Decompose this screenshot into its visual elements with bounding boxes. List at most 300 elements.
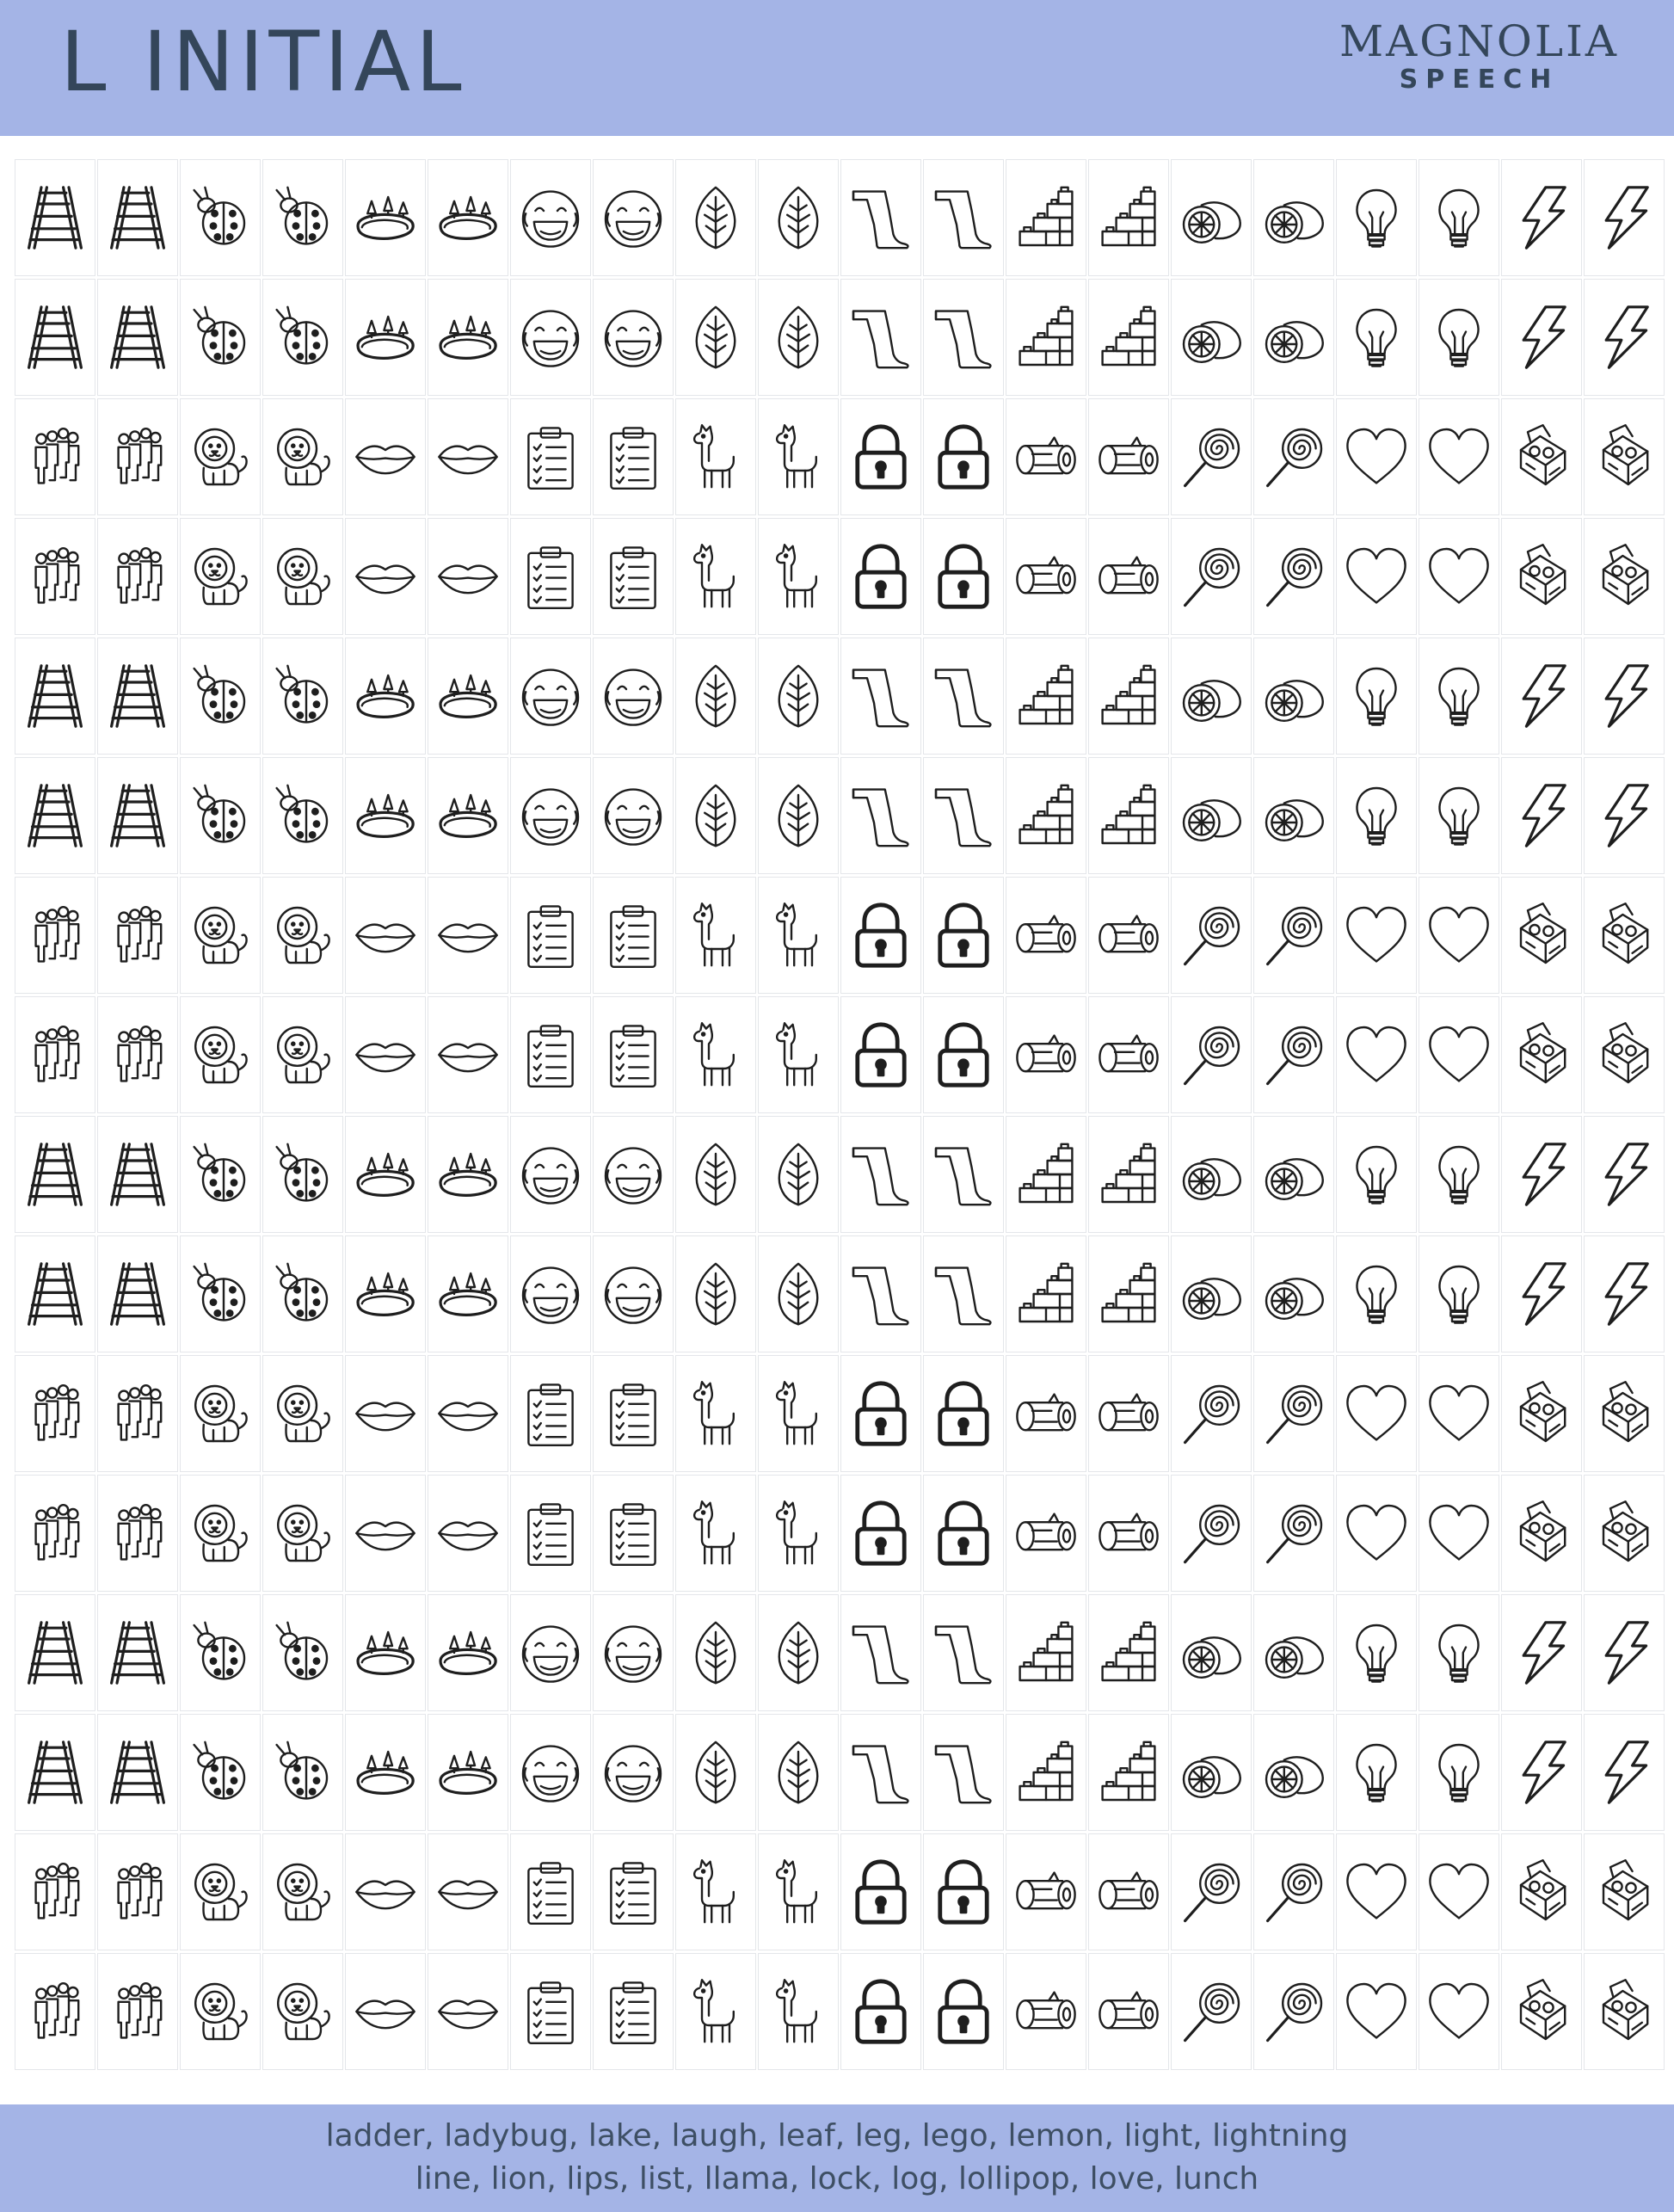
sticker-cell — [428, 997, 508, 1112]
page-title: L INITIAL — [60, 14, 467, 110]
sticker-cell — [759, 758, 838, 873]
lemon-icon — [1259, 662, 1328, 730]
laugh-icon — [516, 303, 585, 372]
sticker-cell — [1337, 399, 1416, 514]
sticker-cell — [1089, 997, 1168, 1112]
sticker-cell — [594, 1954, 673, 2069]
lemon-icon — [1177, 1140, 1246, 1209]
lightning-icon — [1507, 1260, 1576, 1328]
sticker-cell — [263, 399, 342, 514]
light-bulb-icon — [1342, 183, 1411, 252]
lake-icon — [351, 303, 420, 372]
lock-icon — [929, 1499, 998, 1568]
sticker-cell — [263, 1117, 342, 1232]
ladybug-icon — [268, 781, 337, 850]
llama-icon — [764, 1858, 833, 1926]
sticker-cell — [1172, 638, 1251, 754]
sticker-cell — [263, 638, 342, 754]
lock-icon — [929, 1858, 998, 1926]
sticker-cell — [1006, 1954, 1086, 2069]
sticker-cell — [841, 1715, 920, 1830]
sticker-cell — [1089, 519, 1168, 634]
laugh-icon — [599, 1140, 668, 1209]
sticker-cell — [1254, 1236, 1333, 1352]
lunch-box-icon — [1507, 901, 1576, 970]
sticker-cell — [1172, 1715, 1251, 1830]
sticker-cell — [181, 399, 260, 514]
sticker-cell — [181, 1954, 260, 2069]
love-heart-icon — [1342, 1020, 1411, 1089]
sticker-cell — [1172, 997, 1251, 1112]
light-bulb-icon — [1342, 1260, 1411, 1328]
sticker-cell — [1337, 1715, 1416, 1830]
love-heart-icon — [1342, 1977, 1411, 2046]
lego-icon — [1012, 662, 1080, 730]
laugh-icon — [516, 183, 585, 252]
laugh-icon — [599, 662, 668, 730]
sticker-cell — [98, 160, 177, 275]
sticker-cell — [263, 160, 342, 275]
list-icon — [599, 1858, 668, 1926]
love-heart-icon — [1342, 542, 1411, 611]
love-heart-icon — [1342, 901, 1411, 970]
sticker-cell — [924, 1595, 1003, 1710]
sticker-cell — [841, 519, 920, 634]
light-bulb-icon — [1425, 1738, 1493, 1807]
sticker-cell — [1254, 280, 1333, 395]
love-heart-icon — [1342, 1379, 1411, 1448]
leg-icon — [929, 303, 998, 372]
llama-icon — [681, 542, 750, 611]
ladder-icon — [21, 1618, 89, 1687]
sticker-cell — [1006, 1356, 1086, 1471]
light-bulb-icon — [1425, 662, 1493, 730]
sticker-cell — [1254, 1954, 1333, 2069]
sticker-cell — [1006, 878, 1086, 993]
sticker-cell — [1006, 1476, 1086, 1591]
sticker-cell — [1502, 280, 1581, 395]
sticker-cell — [676, 1954, 755, 2069]
sticker-cell — [263, 758, 342, 873]
lightning-icon — [1590, 662, 1659, 730]
sticker-cell — [428, 1595, 508, 1710]
sticker-cell — [511, 1236, 590, 1352]
log-icon — [1012, 901, 1080, 970]
sticker-cell — [98, 1834, 177, 1950]
lightning-icon — [1507, 183, 1576, 252]
lake-icon — [434, 1618, 502, 1687]
sticker-cell — [98, 1356, 177, 1471]
sticker-cell — [15, 1476, 95, 1591]
leaf-icon — [764, 662, 833, 730]
sticker-cell — [346, 160, 425, 275]
sticker-cell — [676, 878, 755, 993]
sticker-cell — [263, 1236, 342, 1352]
light-bulb-icon — [1425, 183, 1493, 252]
sticker-cell — [1089, 1236, 1168, 1352]
sticker-cell — [1502, 1476, 1581, 1591]
light-bulb-icon — [1425, 1618, 1493, 1687]
lego-icon — [1012, 303, 1080, 372]
light-bulb-icon — [1425, 781, 1493, 850]
sticker-cell — [924, 878, 1003, 993]
sticker-cell — [594, 1595, 673, 1710]
sticker-cell — [1089, 1476, 1168, 1591]
sticker-cell — [1172, 1236, 1251, 1352]
love-heart-icon — [1342, 1499, 1411, 1568]
lake-icon — [434, 183, 502, 252]
llama-icon — [764, 542, 833, 611]
leaf-icon — [681, 1140, 750, 1209]
ladder-icon — [103, 1260, 172, 1328]
lunch-box-icon — [1590, 1020, 1659, 1089]
sticker-cell — [759, 878, 838, 993]
lightning-icon — [1507, 1738, 1576, 1807]
sticker-cell — [428, 1476, 508, 1591]
sticker-cell — [1254, 1834, 1333, 1950]
sticker-cell — [346, 1715, 425, 1830]
sticker-cell — [841, 399, 920, 514]
sticker-cell — [759, 519, 838, 634]
list-icon — [516, 1499, 585, 1568]
log-icon — [1012, 1020, 1080, 1089]
lego-icon — [1094, 183, 1163, 252]
sticker-cell — [181, 1356, 260, 1471]
list-icon — [599, 542, 668, 611]
sticker-cell — [1006, 1715, 1086, 1830]
lips-icon — [434, 1020, 502, 1089]
lollipop-icon — [1177, 542, 1246, 611]
love-heart-icon — [1425, 422, 1493, 491]
sticker-cell — [1585, 280, 1664, 395]
sticker-cell — [1172, 1356, 1251, 1471]
lips-icon — [434, 1858, 502, 1926]
list-icon — [516, 542, 585, 611]
sticker-cell — [98, 1236, 177, 1352]
sticker-cell — [98, 1954, 177, 2069]
leaf-icon — [681, 303, 750, 372]
sticker-cell — [15, 1954, 95, 2069]
lego-icon — [1012, 1738, 1080, 1807]
sticker-cell — [594, 1236, 673, 1352]
lion-icon — [186, 1499, 255, 1568]
llama-icon — [681, 1858, 750, 1926]
sticker-cell — [181, 160, 260, 275]
sticker-cell — [1254, 1356, 1333, 1471]
sticker-cell — [759, 1954, 838, 2069]
sticker-cell — [1419, 1356, 1499, 1471]
lollipop-icon — [1177, 901, 1246, 970]
sticker-cell — [1172, 160, 1251, 275]
sticker-cell — [346, 519, 425, 634]
sticker-cell — [594, 1476, 673, 1591]
sticker-cell — [1254, 1476, 1333, 1591]
sticker-cell — [511, 280, 590, 395]
leaf-icon — [681, 1260, 750, 1328]
lollipop-icon — [1177, 1020, 1246, 1089]
sticker-cell — [1172, 758, 1251, 873]
sticker-cell — [594, 399, 673, 514]
sticker-cell — [263, 878, 342, 993]
sticker-cell — [1502, 1356, 1581, 1471]
sticker-cell — [1585, 1476, 1664, 1591]
sticker-cell — [428, 1356, 508, 1471]
lips-icon — [351, 901, 420, 970]
sticker-cell — [759, 280, 838, 395]
sticker-cell — [15, 878, 95, 993]
sticker-cell — [1172, 519, 1251, 634]
sticker-cell — [98, 1715, 177, 1830]
sticker-cell — [181, 997, 260, 1112]
llama-icon — [764, 1499, 833, 1568]
sticker-cell — [98, 1117, 177, 1232]
sticker-cell — [1419, 758, 1499, 873]
sticker-cell — [1337, 997, 1416, 1112]
sticker-cell — [841, 1117, 920, 1232]
lion-icon — [268, 1020, 337, 1089]
sticker-cell — [1254, 638, 1333, 754]
lock-icon — [929, 1020, 998, 1089]
ladder-icon — [21, 1140, 89, 1209]
lake-icon — [351, 662, 420, 730]
leg-icon — [846, 1738, 915, 1807]
lemon-icon — [1259, 1260, 1328, 1328]
sticker-cell — [428, 638, 508, 754]
sticker-cell — [15, 1117, 95, 1232]
sticker-cell — [759, 1834, 838, 1950]
sticker-cell — [841, 758, 920, 873]
sticker-cell — [594, 1117, 673, 1232]
sticker-cell — [841, 280, 920, 395]
sticker-cell — [98, 997, 177, 1112]
lemon-icon — [1177, 1738, 1246, 1807]
sticker-cell — [428, 1834, 508, 1950]
line-of-people-icon — [21, 542, 89, 611]
lightning-icon — [1507, 662, 1576, 730]
leaf-icon — [681, 183, 750, 252]
sticker-cell — [1254, 519, 1333, 634]
lollipop-icon — [1259, 542, 1328, 611]
sticker-cell — [676, 160, 755, 275]
sticker-cell — [263, 280, 342, 395]
sticker-cell — [1419, 1476, 1499, 1591]
log-icon — [1094, 542, 1163, 611]
leaf-icon — [764, 1618, 833, 1687]
sticker-cell — [1006, 1834, 1086, 1950]
lunch-box-icon — [1590, 1379, 1659, 1448]
light-bulb-icon — [1342, 781, 1411, 850]
llama-icon — [681, 1977, 750, 2046]
sticker-cell — [346, 1595, 425, 1710]
lion-icon — [268, 422, 337, 491]
word-list — [0, 2115, 1674, 2201]
love-heart-icon — [1342, 1858, 1411, 1926]
light-bulb-icon — [1342, 1618, 1411, 1687]
leg-icon — [846, 183, 915, 252]
sticker-cell — [759, 1715, 838, 1830]
ladybug-icon — [268, 1738, 337, 1807]
log-icon — [1094, 1020, 1163, 1089]
sticker-cell — [1585, 638, 1664, 754]
sticker-cell — [15, 997, 95, 1112]
light-bulb-icon — [1342, 1140, 1411, 1209]
sticker-cell — [676, 997, 755, 1112]
laugh-icon — [516, 1140, 585, 1209]
sticker-cell — [1502, 519, 1581, 634]
sticker-cell — [15, 1595, 95, 1710]
ladder-icon — [21, 781, 89, 850]
sticker-cell — [181, 1236, 260, 1352]
sticker-cell — [1006, 1117, 1086, 1232]
lego-icon — [1012, 1140, 1080, 1209]
sticker-cell — [676, 1117, 755, 1232]
leaf-icon — [681, 1618, 750, 1687]
sticker-cell — [181, 1117, 260, 1232]
sticker-cell — [1585, 997, 1664, 1112]
sticker-cell — [924, 1476, 1003, 1591]
leaf-icon — [764, 1260, 833, 1328]
sticker-cell — [1006, 1595, 1086, 1710]
lollipop-icon — [1259, 1379, 1328, 1448]
ladybug-icon — [186, 1140, 255, 1209]
lego-icon — [1012, 1260, 1080, 1328]
lunch-box-icon — [1590, 1858, 1659, 1926]
leg-icon — [846, 781, 915, 850]
lake-icon — [434, 1738, 502, 1807]
light-bulb-icon — [1342, 303, 1411, 372]
lego-icon — [1094, 1260, 1163, 1328]
lock-icon — [846, 1977, 915, 2046]
laugh-icon — [516, 662, 585, 730]
llama-icon — [681, 1499, 750, 1568]
love-heart-icon — [1425, 1858, 1493, 1926]
sticker-cell — [1502, 1834, 1581, 1950]
sticker-cell — [676, 758, 755, 873]
sticker-cell — [346, 878, 425, 993]
laugh-icon — [599, 303, 668, 372]
list-icon — [516, 1020, 585, 1089]
llama-icon — [764, 1379, 833, 1448]
line-of-people-icon — [103, 422, 172, 491]
sticker-cell — [924, 1954, 1003, 2069]
sticker-cell — [1585, 160, 1664, 275]
sticker-cell — [346, 1236, 425, 1352]
sticker-cell — [511, 160, 590, 275]
sticker-cell — [1337, 1595, 1416, 1710]
lightning-icon — [1507, 1618, 1576, 1687]
sticker-cell — [841, 638, 920, 754]
lake-icon — [434, 662, 502, 730]
lake-icon — [434, 781, 502, 850]
sticker-cell — [1254, 1117, 1333, 1232]
lips-icon — [434, 1379, 502, 1448]
sticker-cell — [1419, 1595, 1499, 1710]
llama-icon — [681, 1020, 750, 1089]
sticker-cell — [1254, 878, 1333, 993]
sticker-cell — [594, 1715, 673, 1830]
leg-icon — [929, 781, 998, 850]
list-icon — [599, 1977, 668, 2046]
love-heart-icon — [1425, 1499, 1493, 1568]
lion-icon — [268, 1858, 337, 1926]
ladybug-icon — [186, 303, 255, 372]
log-icon — [1012, 422, 1080, 491]
lemon-icon — [1177, 662, 1246, 730]
lightning-icon — [1507, 1140, 1576, 1209]
sticker-cell — [1006, 160, 1086, 275]
sticker-cell — [346, 1834, 425, 1950]
sticker-cell — [1089, 878, 1168, 993]
sticker-cell — [759, 399, 838, 514]
sticker-cell — [15, 160, 95, 275]
leaf-icon — [764, 1738, 833, 1807]
sticker-cell — [263, 997, 342, 1112]
lion-icon — [186, 1020, 255, 1089]
llama-icon — [764, 422, 833, 491]
sticker-cell — [1089, 758, 1168, 873]
line-of-people-icon — [21, 422, 89, 491]
sticker-cell — [1337, 519, 1416, 634]
lips-icon — [351, 1977, 420, 2046]
line-of-people-icon — [103, 1020, 172, 1089]
sticker-cell — [1337, 1356, 1416, 1471]
lock-icon — [846, 1020, 915, 1089]
lock-icon — [846, 542, 915, 611]
sticker-cell — [1337, 160, 1416, 275]
lion-icon — [186, 542, 255, 611]
line-of-people-icon — [103, 1379, 172, 1448]
lion-icon — [268, 1379, 337, 1448]
laugh-icon — [516, 1738, 585, 1807]
sticker-cell — [15, 1834, 95, 1950]
sticker-cell — [98, 878, 177, 993]
sticker-cell — [1502, 1236, 1581, 1352]
sticker-cell — [924, 519, 1003, 634]
sticker-cell — [428, 280, 508, 395]
log-icon — [1094, 1499, 1163, 1568]
ladybug-icon — [186, 1738, 255, 1807]
sticker-cell — [511, 1117, 590, 1232]
lightning-icon — [1590, 183, 1659, 252]
ladder-icon — [103, 1618, 172, 1687]
lightning-icon — [1590, 781, 1659, 850]
list-icon — [599, 1379, 668, 1448]
sticker-cell — [15, 399, 95, 514]
lion-icon — [268, 542, 337, 611]
sticker-cell — [1337, 638, 1416, 754]
sticker-cell — [1089, 399, 1168, 514]
sticker-cell — [1585, 1356, 1664, 1471]
list-icon — [516, 1977, 585, 2046]
lips-icon — [351, 422, 420, 491]
sticker-cell — [181, 1834, 260, 1950]
sticker-cell — [1337, 1117, 1416, 1232]
sticker-cell — [759, 638, 838, 754]
sticker-cell — [924, 1236, 1003, 1352]
sticker-cell — [1502, 997, 1581, 1112]
sticker-cell — [1089, 1834, 1168, 1950]
list-icon — [516, 901, 585, 970]
leg-icon — [929, 1618, 998, 1687]
lego-icon — [1094, 662, 1163, 730]
sticker-cell — [594, 160, 673, 275]
sticker-cell — [759, 1595, 838, 1710]
llama-icon — [681, 901, 750, 970]
line-of-people-icon — [21, 1379, 89, 1448]
sticker-cell — [924, 399, 1003, 514]
sticker-cell — [1419, 399, 1499, 514]
lips-icon — [434, 542, 502, 611]
